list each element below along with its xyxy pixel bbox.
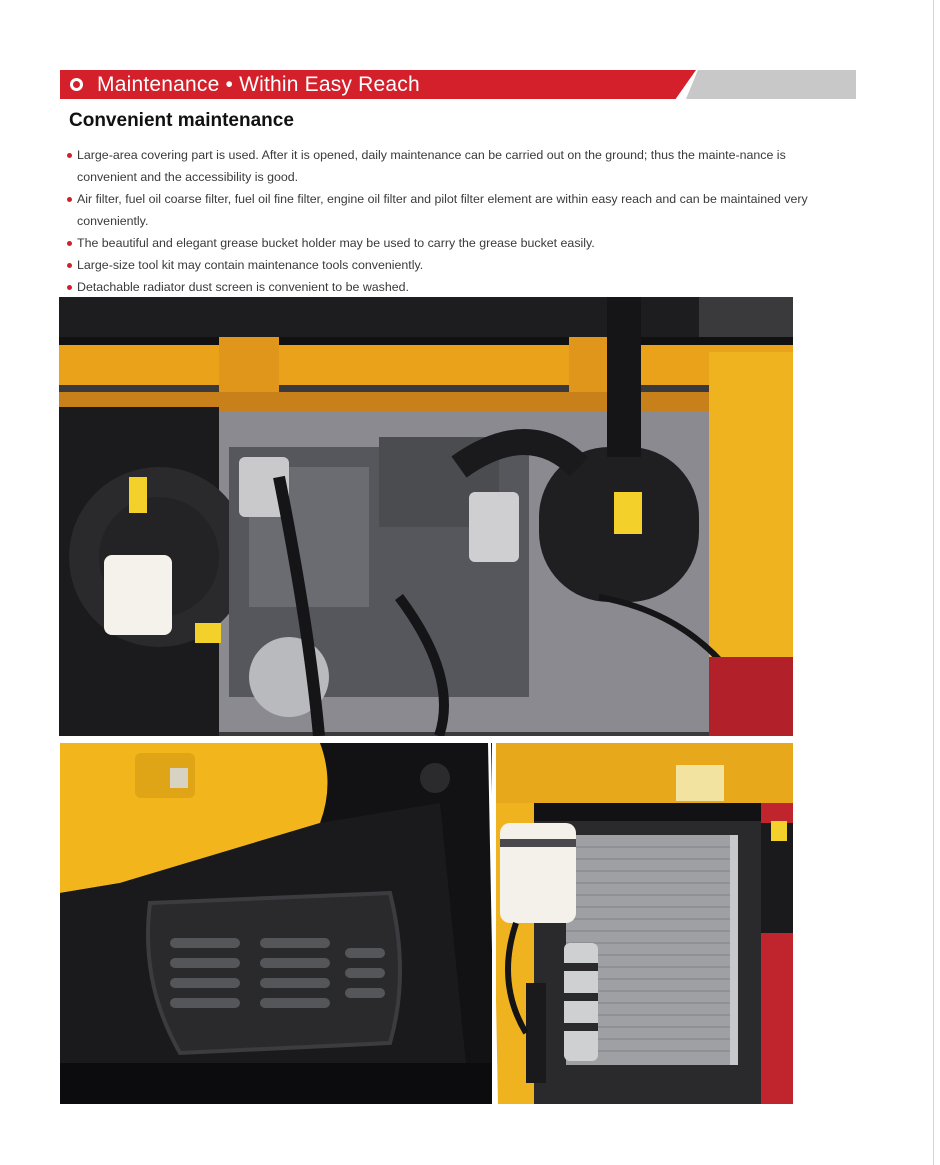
page-edge-rule <box>933 0 934 1165</box>
page-title: Maintenance • Within Easy Reach <box>97 73 420 96</box>
list-item-text: Large-size tool kit may contain maintenance tools conveniently. <box>77 258 424 272</box>
engine-compartment-photo <box>59 297 793 736</box>
bullet-dot-icon <box>67 197 72 202</box>
list-item-text: Detachable radiator dust screen is convenient to be washed. <box>77 280 409 294</box>
section-banner <box>60 70 856 99</box>
list-item <box>66 232 826 254</box>
list-item <box>66 254 826 276</box>
list-item <box>66 276 826 298</box>
list-item <box>66 144 826 188</box>
feature-list <box>66 144 826 298</box>
list-item-text: Large-area covering part is used. After it is opened, daily maintenance can be carried out on the ground; thus the mainte-nance is convenient and the accessibility is good. <box>77 148 786 184</box>
bullet-dot-icon <box>67 153 72 158</box>
list-item-text: The beautiful and elegant grease bucket holder may be used to carry the grease bucket easily. <box>77 236 595 250</box>
grease-bucket-holder-photo <box>60 743 492 1104</box>
bullet-dot-icon <box>67 263 72 268</box>
bullet-dot-icon <box>67 285 72 290</box>
list-item-text: Air filter, fuel oil coarse filter, fuel oil fine filter, engine oil filter and pilot filter element are within easy reach and can be maintained very conveniently. <box>77 192 808 228</box>
ring-icon <box>70 78 83 91</box>
bullet-dot-icon <box>67 241 72 246</box>
list-item <box>66 188 826 232</box>
section-subtitle: Convenient maintenance <box>69 110 294 131</box>
banner-gray-band <box>686 70 856 99</box>
radiator-dust-screen-photo <box>496 743 793 1104</box>
